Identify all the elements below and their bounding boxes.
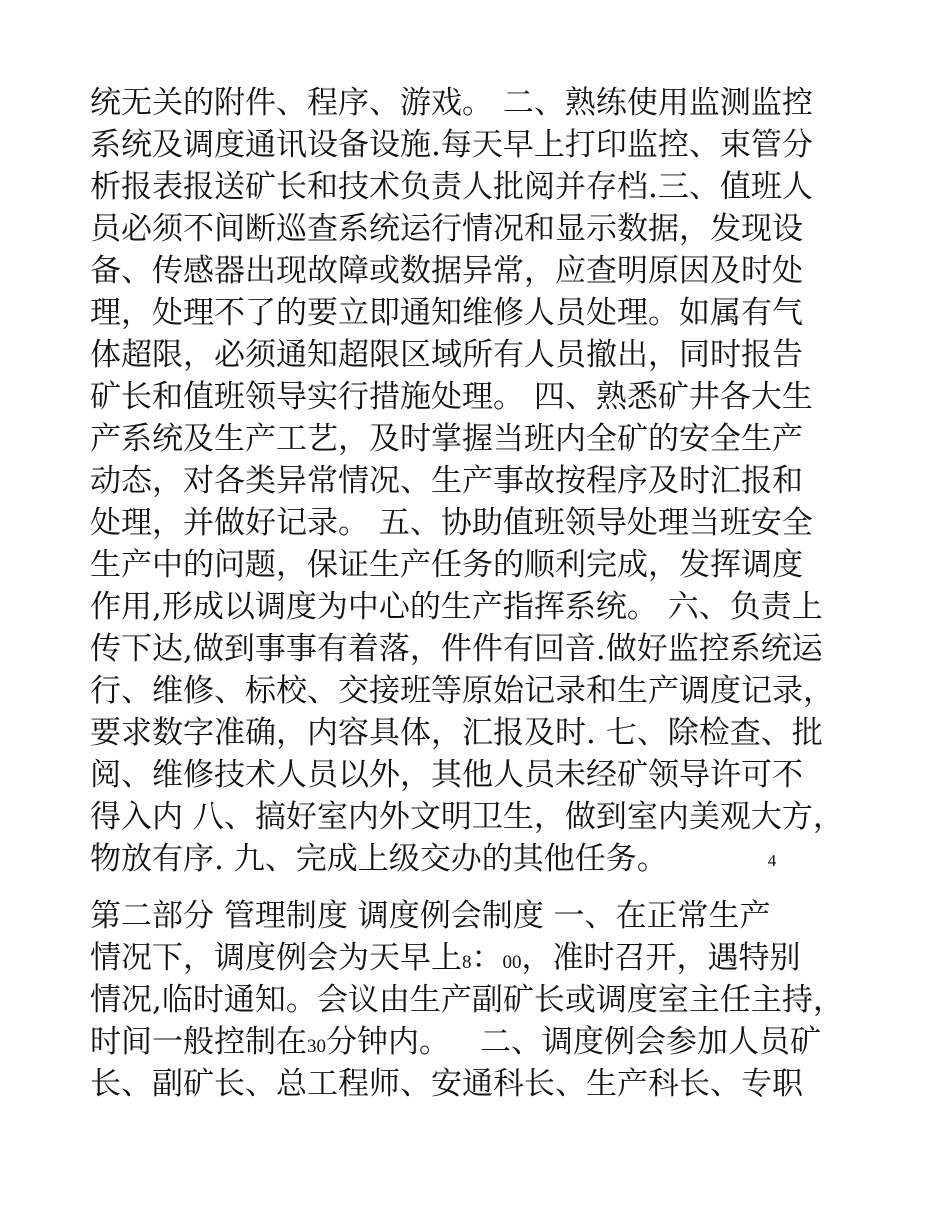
meeting-hour: 8 [462, 952, 472, 973]
text-line: 体超限，必须通知超限区域所有人员撤出，同时报告 [90, 337, 803, 373]
text-line: 长、副矿长、总工程师、安通科长、生产科长、专职 [90, 1066, 803, 1102]
text-line-content: 物放有序. 九、完成上级交办的其他任务。 [90, 841, 668, 877]
text-line: 生产中的问题，保证生产任务的顺利完成，发挥调度 [90, 547, 803, 583]
text-line: 要求数字准确，内容具体，汇报及时. 七、除检查、批 [90, 715, 823, 751]
page-number: 4 [767, 850, 777, 870]
section-1 [90, 82, 870, 880]
text-line: 动态，对各类异常情况、生产事故按程序及时汇报和 [90, 463, 803, 499]
text-fragment: 二、调度例会参加人员矿 [480, 1024, 821, 1060]
text-line: 备、传感器出现故障或数据异常，应查明原因及时处 [90, 253, 803, 289]
text-line: 系统及调度通讯设备设施.每天早上打印监控、束管分 [90, 127, 813, 163]
text-line: 产系统及生产工艺，及时掌握当班内全矿的安全生产 [90, 421, 803, 457]
text-line: 作用,形成以调度为中心的生产指挥系统。 六、负责上 [90, 589, 823, 625]
meeting-minute: 00 [502, 952, 522, 973]
text-line: 阅、维修技术人员以外，其他人员未经矿领导许可不 [90, 757, 803, 793]
text-line: 处理，并做好记录。 五、协助值班领导处理当班安全 [90, 505, 813, 541]
text-line: 矿长和值班领导实行措施处理。 四、熟悉矿井各大生 [90, 379, 813, 415]
document-page [90, 82, 870, 1105]
text-line: 员必须不间断巡查系统运行情况和显示数据，发现设 [90, 211, 803, 247]
text-line: 行、维修、标校、交接班等原始记录和生产调度记录， [90, 673, 834, 709]
section-heading-line: 第二部分 管理制度 调度例会制度 一、在正常生产 [90, 898, 771, 934]
meeting-duration: 30 [307, 1036, 326, 1057]
section-2 [90, 895, 870, 1105]
text-fragment: 情况下，调度例会为天早上 [90, 940, 462, 976]
text-line [90, 1021, 870, 1063]
text-fragment: 分钟内。 [326, 1024, 450, 1060]
text-line: 统无关的附件、程序、游戏。 二、熟练使用监测监控 [90, 85, 813, 121]
text-fragment: 时间一般控制在 [90, 1024, 307, 1060]
text-line-last [90, 838, 870, 880]
text-fragment: ，准时召开，遇特别 [521, 940, 801, 976]
text-line [90, 937, 870, 979]
text-line: 得入内 八、搞好室内外文明卫生，做到室内美观大方， [90, 799, 844, 835]
text-line: 情况,临时通知。会议由生产副矿长或调度室主任主持， [90, 982, 844, 1018]
text-line: 理，处理不了的要立即通知维修人员处理。如属有气 [90, 295, 803, 331]
text-line: 传下达,做到事事有着落，件件有回音.做好监控系统运 [90, 631, 823, 667]
text-line: 析报表报送矿长和技术负责人批阅并存档.三、值班人 [90, 169, 813, 205]
time-colon: ： [471, 940, 503, 976]
